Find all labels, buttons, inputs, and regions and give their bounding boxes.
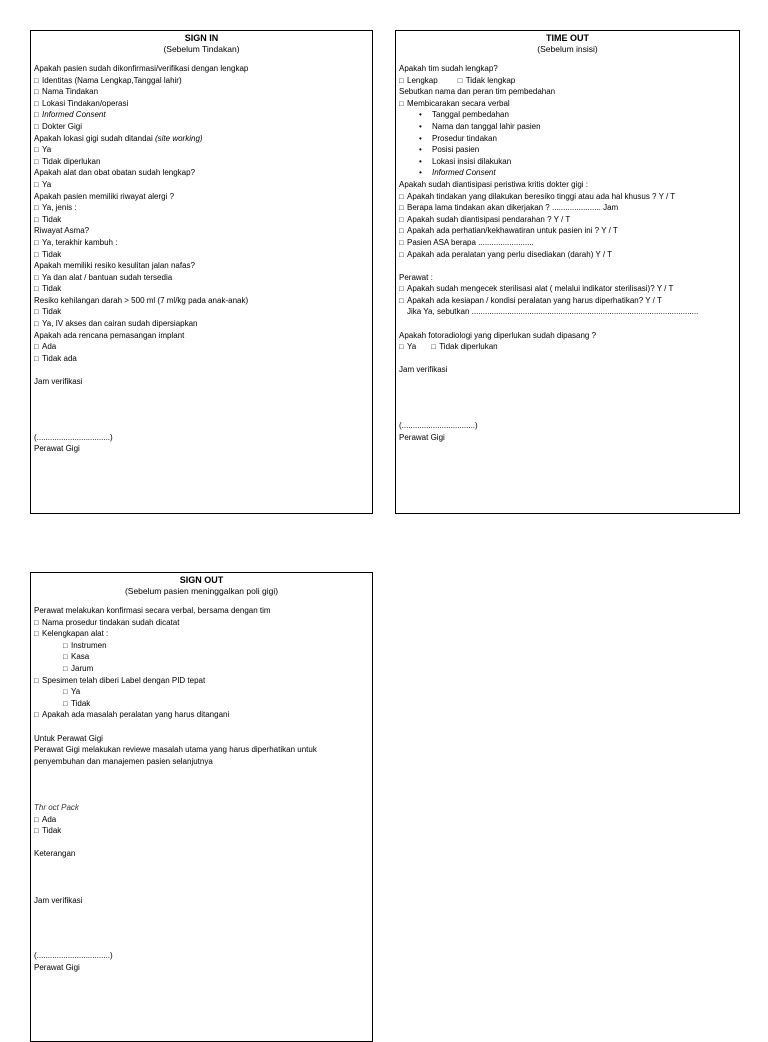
checkbox-sterilization[interactable]: □ Apakah sudah mengecek sterilisasi alat ( melalui indikator sterilisasi)? Y / T (399, 283, 736, 295)
checkbox-instrument[interactable]: □ Instrumen (34, 640, 369, 652)
checkbox-asa[interactable]: □ Pasien ASA berapa ......................... (399, 237, 736, 249)
verify-time-label: Jam verifikasi (34, 895, 83, 905)
signature-line: (.................................) (34, 432, 113, 442)
radiology-options (399, 341, 736, 353)
bullet-item: • Prosedur tindakan (399, 133, 736, 145)
checkbox-allergy-no[interactable]: □ Tidak (34, 214, 369, 226)
sign-out-subtitle: (Sebelum pasien meninggalkan poli gigi) (124, 586, 279, 596)
checkbox-allergy-yes[interactable]: □ Ya, jenis : (34, 202, 369, 214)
question-tools: Apakah alat dan obat obatan sudah lengkap? (34, 168, 196, 178)
signature-line: (.................................) (34, 951, 113, 961)
checkbox-pack-no[interactable]: □ Tidak (34, 825, 369, 837)
checkbox-asthma-yes[interactable]: □ Ya, terakhir kambuh : (34, 237, 369, 249)
review-text-line-2: penyembuhan dan manajemen pasien selanjutnya (34, 756, 213, 766)
question-confirm: Apakah pasien sudah dikonfirmasi/verifikasi dengan lengkap (34, 64, 249, 73)
checkbox-tools-yes[interactable]: □ Ya (34, 179, 369, 191)
sign-in-subtitle: (Sebelum Tindakan) (163, 44, 240, 54)
team-options (399, 75, 736, 87)
time-out-section (395, 30, 740, 514)
signer-label: Perawat Gigi (34, 444, 80, 454)
notes-label: Keterangan (34, 849, 76, 859)
checkbox-blood-no[interactable]: □ Tidak (34, 306, 369, 318)
bullet-item: • Nama dan tanggal lahir pasien (399, 121, 736, 133)
checkbox-team-incomplete[interactable]: □ Tidak lengkap (458, 76, 516, 85)
verify-time-label: Jam verifikasi (399, 365, 448, 375)
question-site-marked (34, 133, 369, 145)
checkbox-specimen-yes[interactable]: □ Ya (34, 686, 369, 698)
checkbox-high-risk[interactable]: □ Apakah tindakan yang dilakukan beresiko tinggi atau ada hal khusus ? Y / T (399, 191, 736, 203)
checkbox-radiology-yes[interactable]: □ Ya (399, 342, 416, 351)
checkbox-site-not-needed[interactable]: □ Tidak diperlukan (34, 156, 369, 168)
checkbox-blood-yes[interactable]: □ Ya, IV akses dan cairan sudah dipersiapkan (34, 318, 369, 330)
for-nurse-label: Untuk Perawat Gigi (34, 733, 103, 743)
time-out-title: TIME OUT (546, 33, 589, 43)
question-site-text: Apakah lokasi gigi sudah ditandai (34, 133, 153, 143)
checkbox-equipment-issue[interactable]: □ Apakah ada masalah peralatan yang harus ditangani (34, 709, 369, 721)
asthma-label: Riwayat Asma? (34, 226, 90, 236)
checkbox-team-complete[interactable]: □ Lengkap (399, 76, 438, 85)
time-out-subtitle: (Sebelum insisi) (537, 44, 598, 54)
checkbox-verbal[interactable]: □ Membicarakan secara verbal (399, 98, 736, 110)
checkbox-airway-yes[interactable]: □ Ya dan alat / bantuan sudah tersedia (34, 272, 369, 284)
question-site-italic: (site working) (154, 133, 203, 143)
checkbox-asthma-no[interactable]: □ Tidak (34, 249, 369, 261)
checkbox-equipment-readiness[interactable]: □ Apakah ada kesiapan / kondisi peralatan yang harus diperhatikan? Y / T (399, 295, 736, 307)
bullet-item: • Lokasi insisi dilakukan (399, 156, 736, 168)
bullet-item: • Posisi pasien (399, 144, 736, 156)
signer-label: Perawat Gigi (34, 963, 80, 973)
verify-time-label: Jam verifikasi (34, 377, 83, 387)
checkbox-procedure-location[interactable]: □ Lokasi Tindakan/operasi (34, 98, 369, 110)
checkbox-patient-concern[interactable]: □ Apakah ada perhatian/kekhawatiran untuk pasien ini ? Y / T (399, 225, 736, 237)
checkbox-gauze[interactable]: □ Kasa (34, 651, 369, 663)
question-airway: Apakah memiliki resiko kesulitan jalan nafas? (34, 261, 195, 271)
checkbox-needle[interactable]: □ Jarum (34, 663, 369, 675)
checkbox-implant-no[interactable]: □ Tidak ada (34, 353, 369, 365)
throat-pack-label: Thr oct Pack (34, 803, 79, 813)
sign-out-intro: Perawat melakukan konfirmasi secara verbal, bersama dengan tim (34, 606, 271, 615)
question-team-names: Sebutkan nama dan peran tim pembedahan (399, 87, 556, 97)
checkbox-informed-consent[interactable]: □ Informed Consent (34, 109, 369, 121)
checkbox-radiology-not-needed[interactable]: □ Tidak diperlukan (431, 342, 497, 351)
review-text-line-1: Perawat Gigi melakukan reviewe masalah utama yang harus diperhatikan untuk (34, 745, 317, 755)
bullet-item-consent: • Informed Consent (399, 167, 736, 179)
question-dentist-critical: Apakah sudah diantisipasi peristiwa kritis dokter gigi : (399, 179, 588, 189)
checkbox-airway-no[interactable]: □ Tidak (34, 283, 369, 295)
followup-line: Jika Ya, sebutkan ...................................................................................................... (407, 307, 699, 317)
checkbox-equipment-blood[interactable]: □ Apakah ada peralatan yang perlu disediakan (darah) Y / T (399, 249, 736, 261)
checkbox-duration[interactable]: □ Berapa lama tindakan akan dikerjakan ? ...................... Jam (399, 202, 736, 214)
question-implant: Apakah ada rencana pemasangan implant (34, 330, 185, 340)
checkbox-bleeding[interactable]: □ Apakah sudah diantisipasi pendarahan ? Y / T (399, 214, 736, 226)
question-radiology: Apakah fotoradiologi yang diperlukan sudah dipasang ? (399, 330, 597, 340)
checkbox-procedure-recorded[interactable]: □ Nama prosedur tindakan sudah dicatat (34, 617, 369, 629)
checkbox-specimen-no[interactable]: □ Tidak (34, 698, 369, 710)
question-allergy: Apakah pasien memiliki riwayat alergi ? (34, 191, 175, 201)
nurse-label: Perawat : (399, 272, 433, 282)
signature-line: (.................................) (399, 421, 478, 431)
signer-label: Perawat Gigi (399, 432, 445, 442)
bullet-item: • Tanggal pembedahan (399, 109, 736, 121)
question-team: Apakah tim sudah lengkap? (399, 64, 498, 73)
sign-out-section (30, 572, 373, 1042)
checkbox-identity[interactable]: □ Identitas (Nama Lengkap,Tanggal lahir) (34, 75, 369, 87)
sign-in-section (30, 30, 373, 514)
question-blood-loss: Resiko kehilangan darah > 500 ml (7 ml/kg pada anak-anak) (34, 295, 249, 305)
checkbox-specimen[interactable]: □ Spesimen telah diberi Label dengan PID tepat (34, 675, 369, 687)
checkbox-site-yes[interactable]: □ Ya (34, 144, 369, 156)
checkbox-dentist[interactable]: □ Dokter Gigi (34, 121, 369, 133)
checkbox-tool-completeness[interactable]: □ Kelengkapan alat : (34, 628, 369, 640)
checkbox-procedure-name[interactable]: □ Nama Tindakan (34, 86, 369, 98)
checkbox-implant-yes[interactable]: □ Ada (34, 341, 369, 353)
checkbox-pack-yes[interactable]: □ Ada (34, 814, 369, 826)
sign-out-title: SIGN OUT (179, 575, 224, 585)
sign-in-title: SIGN IN (184, 33, 219, 43)
